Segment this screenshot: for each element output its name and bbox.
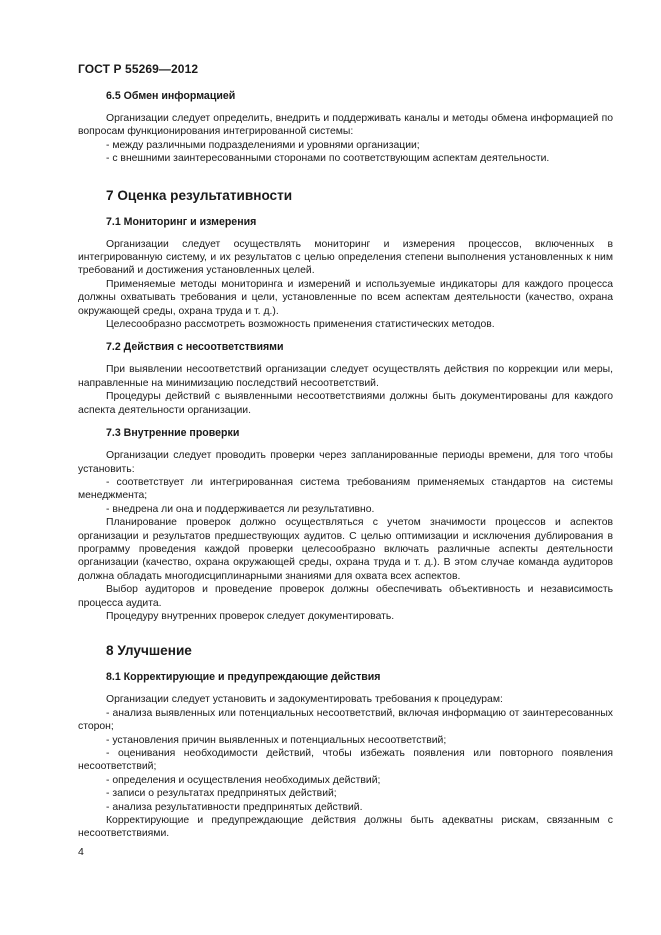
list-item: - с внешними заинтересованными сторонами по соответствующим аспектам деятельности.	[106, 153, 550, 165]
section-7-1	[78, 216, 613, 332]
list-item: - оценивания необходимости действий, чтобы избежать появления или повторного появления несоответствий;	[78, 748, 613, 773]
list-item: - между различными подразделениями и уровнями организации;	[106, 139, 420, 151]
list-item: - записи о результатах предпринятых действий;	[106, 788, 337, 800]
document-header: ГОСТ Р 55269—2012	[78, 62, 199, 76]
page-number: 4	[78, 846, 84, 858]
paragraph: Организации следует проводить проверки через запланированные периоды времени, для того чтобы установить:	[78, 450, 613, 475]
document-body	[78, 90, 613, 841]
paragraph: Планирование проверок должно осуществляться с учетом значимости процессов и аспектов организации и результатов предшествующих аудитов. С целью оптимизации и исключения дублирования в программу проведения каждой проверки целесообразно включать различные аспекты деятельности организации (качество, охрана окружающей среды, охрана труда и т. д.). В этом случае команда аудиторов должна обладать многодисциплинарными знаниями для охвата всех аспектов.	[78, 517, 613, 582]
list-item: - определения и осуществления необходимых действий;	[106, 774, 381, 786]
section-6-5	[78, 90, 613, 166]
paragraph: Организации следует определить, внедрить и поддерживать каналы и методы обмена информацией по вопросам функционирования интегрированной системы:	[78, 113, 613, 138]
section-6-5-title: 6.5 Обмен информацией	[106, 90, 236, 102]
paragraph: Корректирующие и предупреждающие действия должны быть адекватны рискам, связанным с несоответствиями.	[78, 815, 613, 840]
section-7-1-title: 7.1 Мониторинг и измерения	[106, 215, 257, 228]
paragraph: Выбор аудиторов и проведение проверок должны обеспечивать объективность и независимость процесса аудита.	[78, 584, 613, 609]
section-7-title: 7 Оценка результативности	[106, 187, 293, 203]
section-8-1	[78, 671, 613, 840]
paragraph: Организации следует установить и задокументировать требования к процедурам:	[106, 694, 503, 706]
list-item: - установления причин выявленных и потенциальных несоответствий;	[106, 734, 447, 746]
list-item: - соответствует ли интегрированная система требованиям применяемых стандартов на системы менеджмента;	[78, 476, 613, 502]
list-item: - внедрена ли она и поддерживается ли результативно.	[106, 503, 375, 515]
section-7-2-title: 7.2 Действия с несоответствиями	[106, 341, 284, 354]
section-7-3	[78, 427, 613, 623]
paragraph: Организации следует осуществлять мониторинг и измерения процессов, включенных в интегрированную систему, и их результатов с целью определения степени выполнения установленных к ним требований и достижения установленных целей.	[78, 238, 613, 277]
paragraph: Целесообразно рассмотреть возможность применения статистических методов.	[106, 319, 495, 331]
section-7-2	[78, 341, 613, 417]
list-item: - анализа выявленных или потенциальных несоответствий, включая информацию от заинтересованных сторон;	[78, 707, 613, 733]
section-7-3-title: 7.3 Внутренние проверки	[106, 427, 240, 440]
paragraph: Процедуру внутренних проверок следует документировать.	[106, 610, 395, 622]
paragraph: При выявлении несоответствий организации следует осуществлять действия по коррекции или меры, направленные на минимизацию последствий несоответствий.	[78, 364, 613, 389]
list-item: - анализа результативности предпринятых действий.	[106, 801, 363, 813]
paragraph: Применяемые методы мониторинга и измерений и используемые индикаторы для каждого процесса должны охватывать требования и цели, установленные по всем аспектам деятельности (качество, охрана окружающей среды, охрана труда и т. д.).	[78, 278, 613, 317]
section-8-1-title: 8.1 Корректирующие и предупреждающие действия	[106, 671, 381, 684]
paragraph: Процедуры действий с выявленными несоответствиями должны быть документированы для каждого аспекта деятельности организации.	[78, 391, 613, 416]
section-8-title: 8 Улучшение	[106, 643, 192, 659]
